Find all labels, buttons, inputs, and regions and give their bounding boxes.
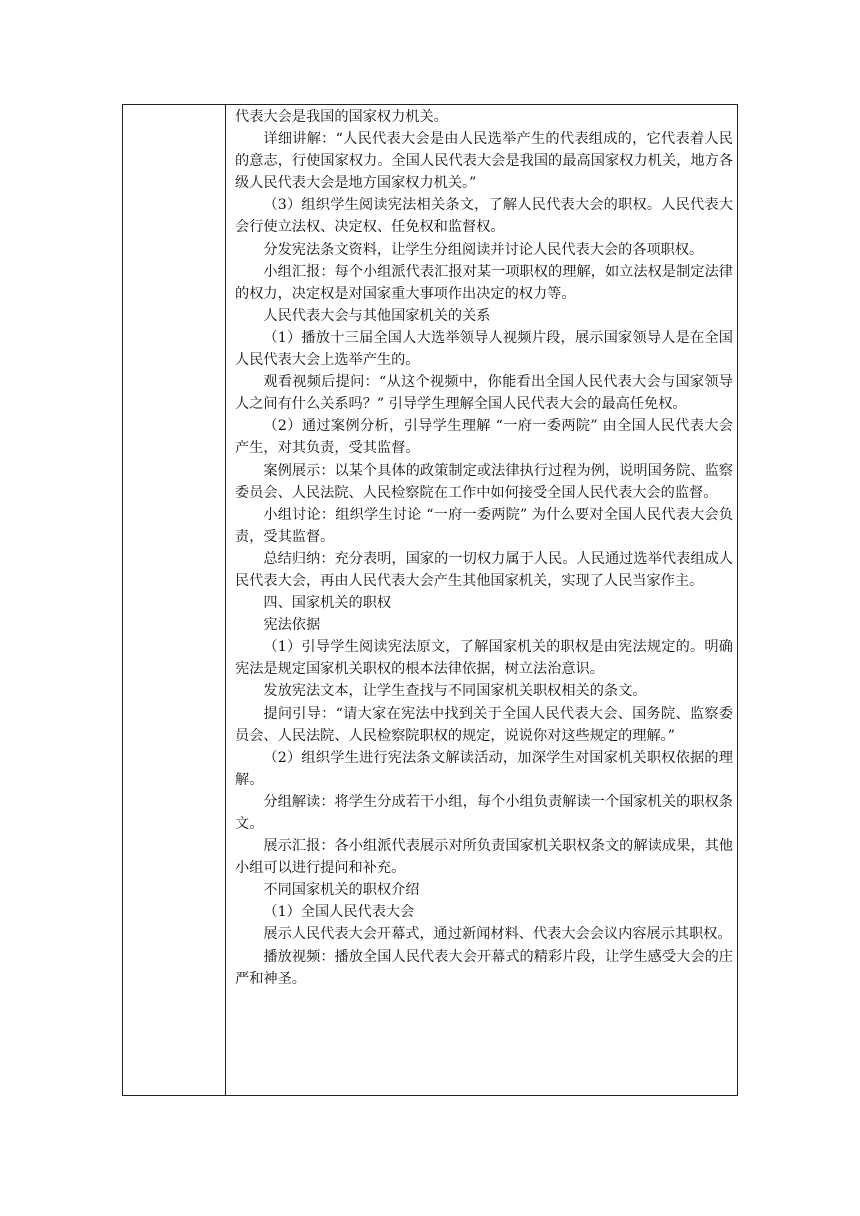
paragraph: 提问引导：“请大家在宪法中找到关于全国人民代表大会、国务院、监察委员会、人民法院、人民检察院职权的规定，说说你对这些规定的理解。” — [235, 705, 733, 744]
paragraph: 展示人民代表大会开幕式，通过新闻材料、代表大会会议内容展示其职权。 — [263, 926, 732, 943]
paragraph: （1）播放十三届全国人大选举领导人视频片段，展示国家领导人是在全国人民代表大会上选举产生的。 — [235, 329, 733, 369]
lesson-plan-table — [122, 104, 738, 1096]
paragraph: 案例展示：以某个具体的政策制定或法律执行过程为例，说明国务院、监察委员会、人民法院、人民检察院在工作中如何接受全国人民代表大会的监督。 — [235, 462, 733, 501]
paragraph: 展示汇报：各小组派代表展示对所负责国家机关职权条文的解读成果，其他小组可以进行提问和补充。 — [235, 838, 733, 877]
table-content-cell — [226, 105, 737, 1095]
paragraph: 发放宪法文本，让学生查找与不同国家机关职权相关的条文。 — [263, 683, 647, 700]
paragraph: 分组解读：将学生分成若干小组，每个小组负责解读一个国家机关的职权条文。 — [235, 793, 733, 832]
paragraph: 总结归纳：充分表明，国家的一切权力属于人民。人民通过选举代表组成人民代表大会，再由人民代表大会产生其他国家机关，实现了人民当家作主。 — [235, 550, 733, 589]
paragraph: 播放视频：播放全国人民代表大会开幕式的精彩片段，让学生感受大会的庄严和神圣。 — [235, 948, 733, 987]
paragraph: 详细讲解：“人民代表大会是由人民选举产生的代表组成的，它代表着人民的意志，行使国家权力。全国人民代表大会是我国的最高国家权力机关，地方各级人民代表大会是地方国家权力机关。” — [235, 131, 733, 192]
section-heading: 宪法依据 — [263, 617, 321, 634]
paragraph: 小组汇报：每个小组派代表汇报对某一项职权的理解，如立法权是制定法律的权力，决定权是对国家重大事项作出决定的权力等。 — [235, 263, 733, 302]
paragraph: （2）组织学生进行宪法条文解读活动，加深学生对国家机关职权依据的理解。 — [235, 749, 733, 788]
paragraph: 小组讨论：组织学生讨论 “一府一委两院” 为什么要对全国人民代表大会负责，受其监督。 — [235, 506, 733, 545]
paragraph: 观看视频后提问：“从这个视频中，你能看出全国人民代表大会与国家领导人之间有什么关系吗？” 引导学生理解全国人民代表大会的最高任免权。 — [235, 374, 733, 413]
paragraph: （3）组织学生阅读宪法相关条文，了解人民代表大会的职权。人民代表大会行使立法权、决定权、任免权和监督权。 — [235, 197, 733, 236]
paragraph: （2）通过案例分析，引导学生理解 “一府一委两院” 由全国人民代表大会产生，对其负责，受其监督。 — [235, 418, 733, 457]
paragraph: 代表大会是我国的国家权力机关。 — [235, 109, 448, 125]
section-heading: 四、国家机关的职权 — [263, 595, 392, 612]
paragraph: （1）全国人民代表大会 — [263, 904, 415, 921]
table-left-cell — [123, 105, 226, 1095]
section-heading: 不同国家机关的职权介绍 — [263, 882, 420, 899]
paragraph: 分发宪法条文资料，让学生分组阅读并讨论人民代表大会的各项职权。 — [263, 241, 704, 258]
section-heading: 人民代表大会与其他国家机关的关系 — [263, 307, 491, 324]
paragraph: （1）引导学生阅读宪法原文，了解国家机关的职权是由宪法规定的。明确宪法是规定国家机关职权的根本法律依据，树立法治意识。 — [235, 639, 733, 678]
